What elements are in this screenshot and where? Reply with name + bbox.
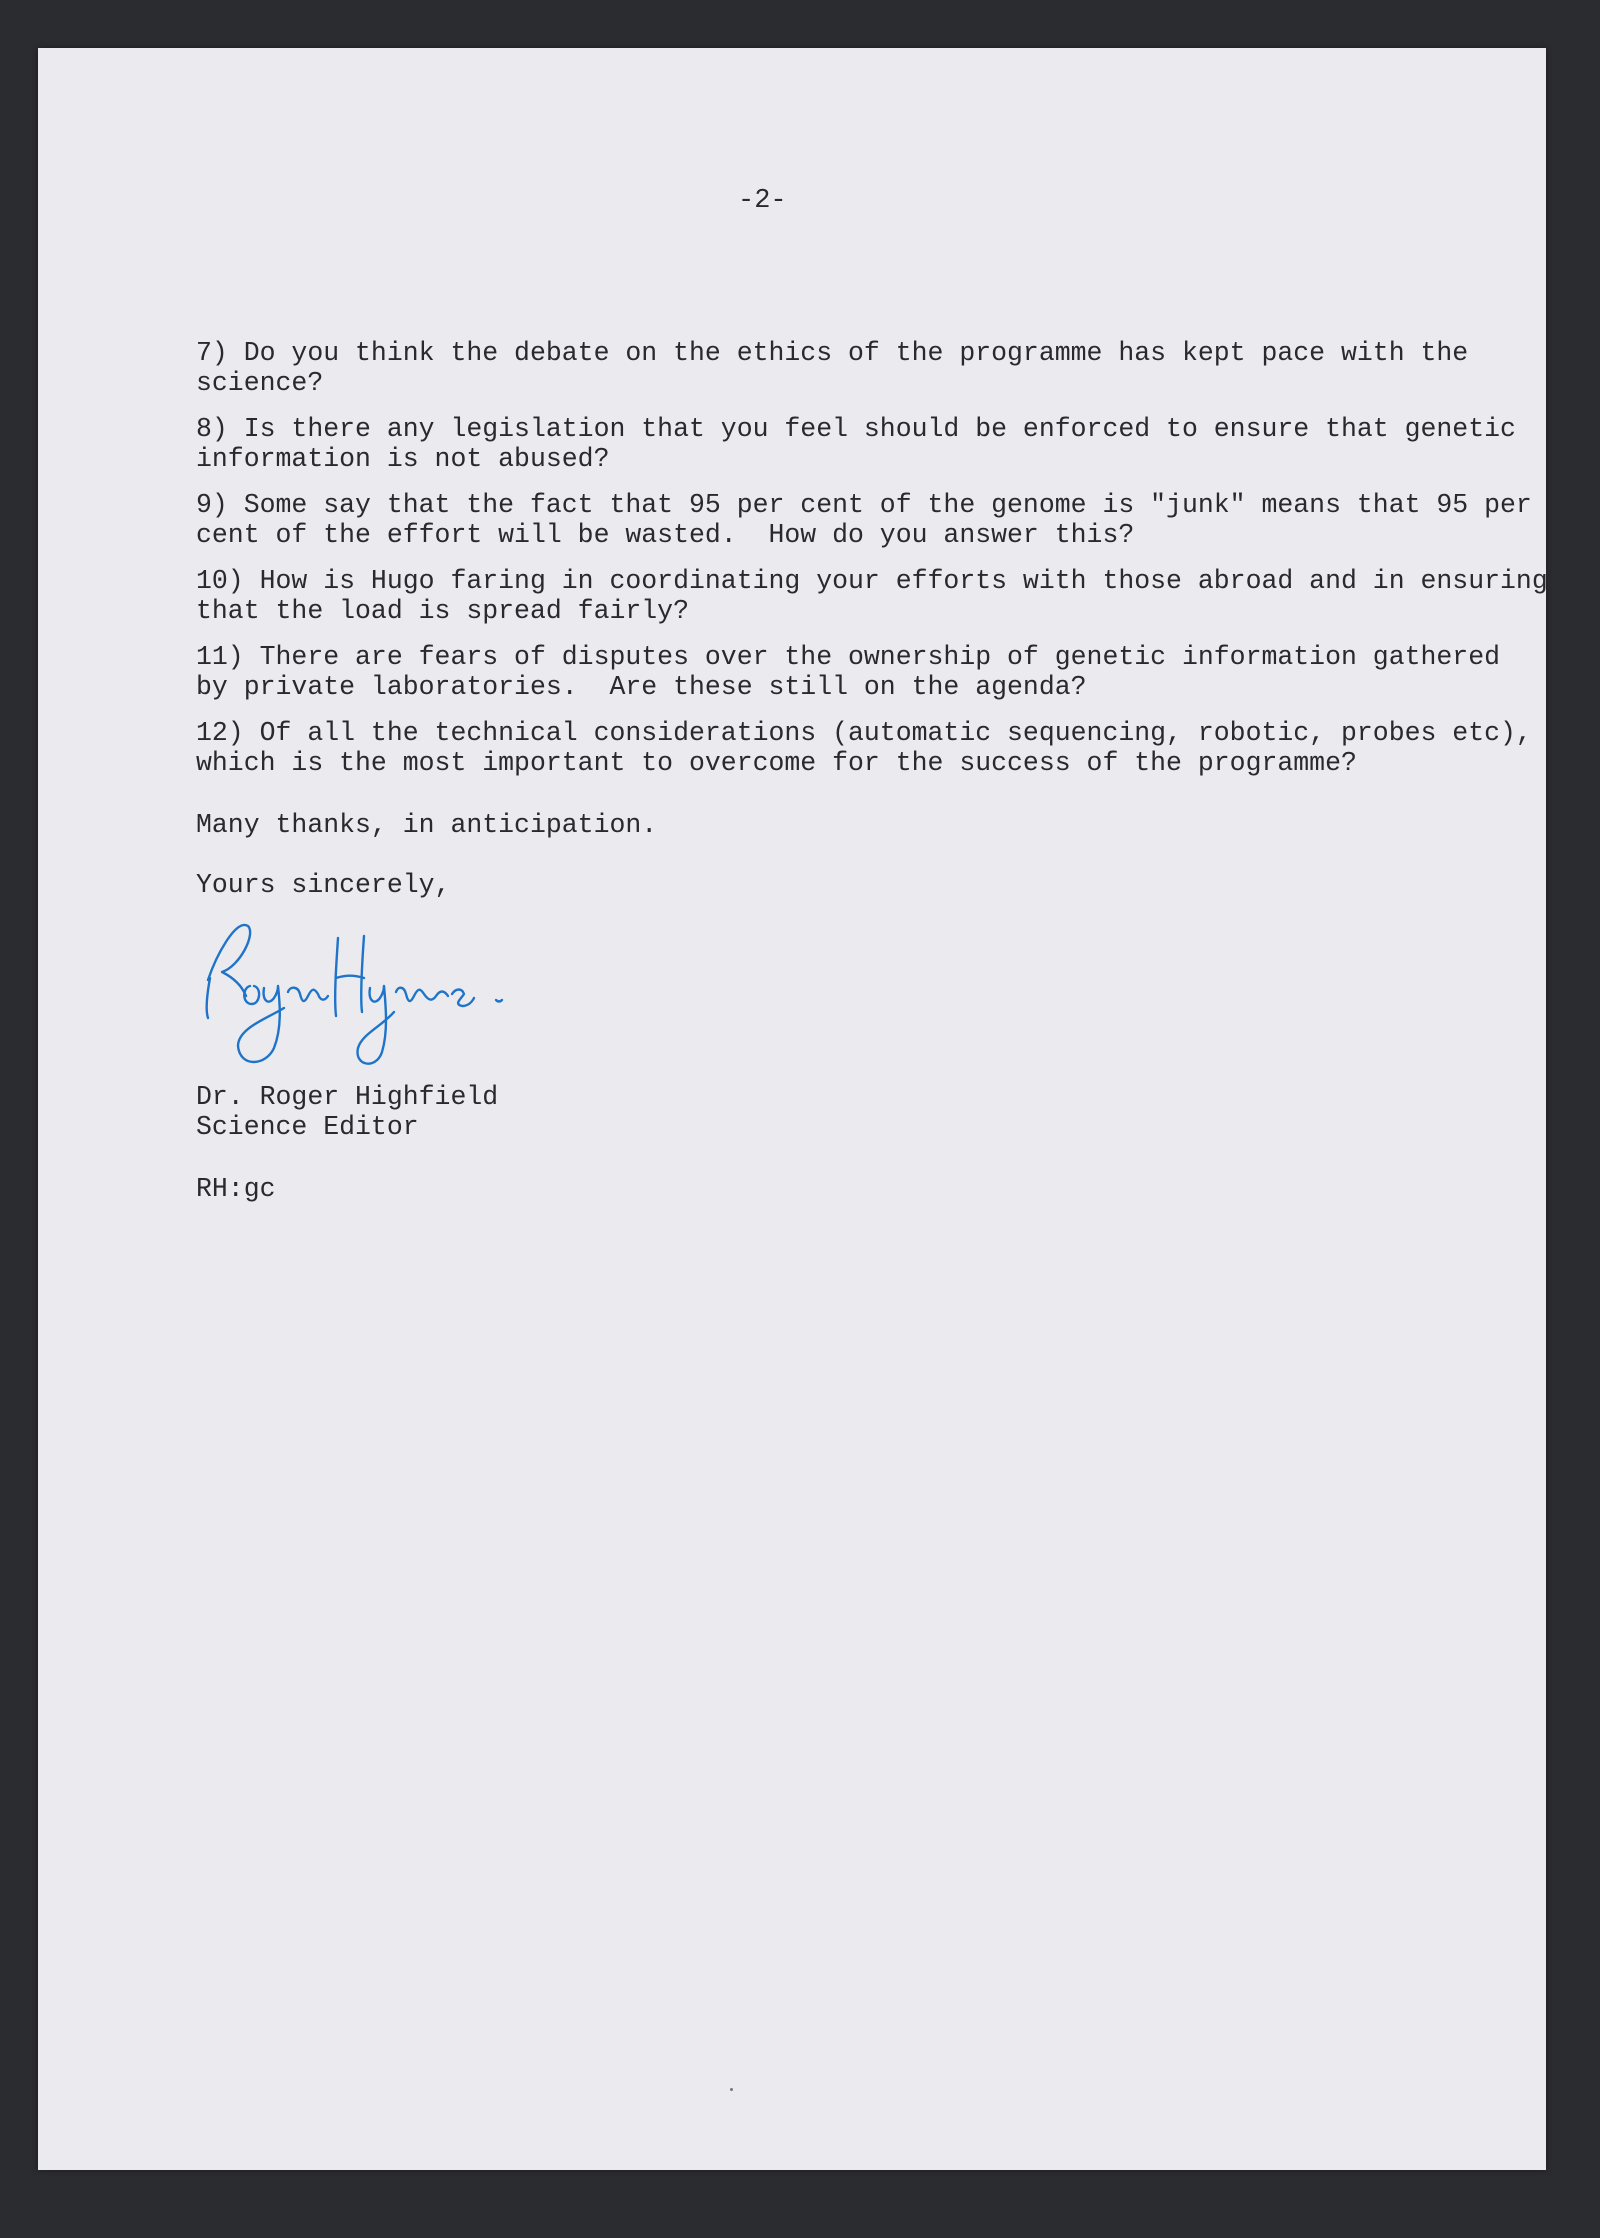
closing-thanks: Many thanks, in anticipation. xyxy=(196,810,658,840)
question-list xyxy=(196,338,1548,794)
paper-speck xyxy=(730,2088,733,2091)
sender-title: Science Editor xyxy=(196,1112,419,1142)
question-10: 10) How is Hugo faring in coordinating your efforts with those abroad and in ensuring that the load is spread fairly? xyxy=(196,566,1548,626)
page-number: -2- xyxy=(738,186,787,216)
question-8: 8) Is there any legislation that you feel should be enforced to ensure that genetic information is not abused? xyxy=(196,414,1516,474)
question-11: 11) There are fears of disputes over the ownership of genetic information gathered by private laboratories. Are these still on the agenda? xyxy=(196,642,1501,702)
letter-page xyxy=(38,48,1546,2170)
reference-initials: RH:gc xyxy=(196,1174,276,1204)
question-7: 7) Do you think the debate on the ethics of the programme has kept pace with the science? xyxy=(196,338,1469,398)
question-9: 9) Some say that the fact that 95 per cent of the genome is "junk" means that 95 per cent of the effort will be wasted. How do you answer this? xyxy=(196,490,1532,550)
handwritten-signature xyxy=(198,908,548,1078)
closing-sincerely: Yours sincerely, xyxy=(196,870,451,900)
sender-name: Dr. Roger Highfield xyxy=(196,1082,499,1112)
question-12: 12) Of all the technical considerations (automatic sequencing, robotic, probes etc), which is the most important to overcome for the success of the programme? xyxy=(196,718,1532,778)
